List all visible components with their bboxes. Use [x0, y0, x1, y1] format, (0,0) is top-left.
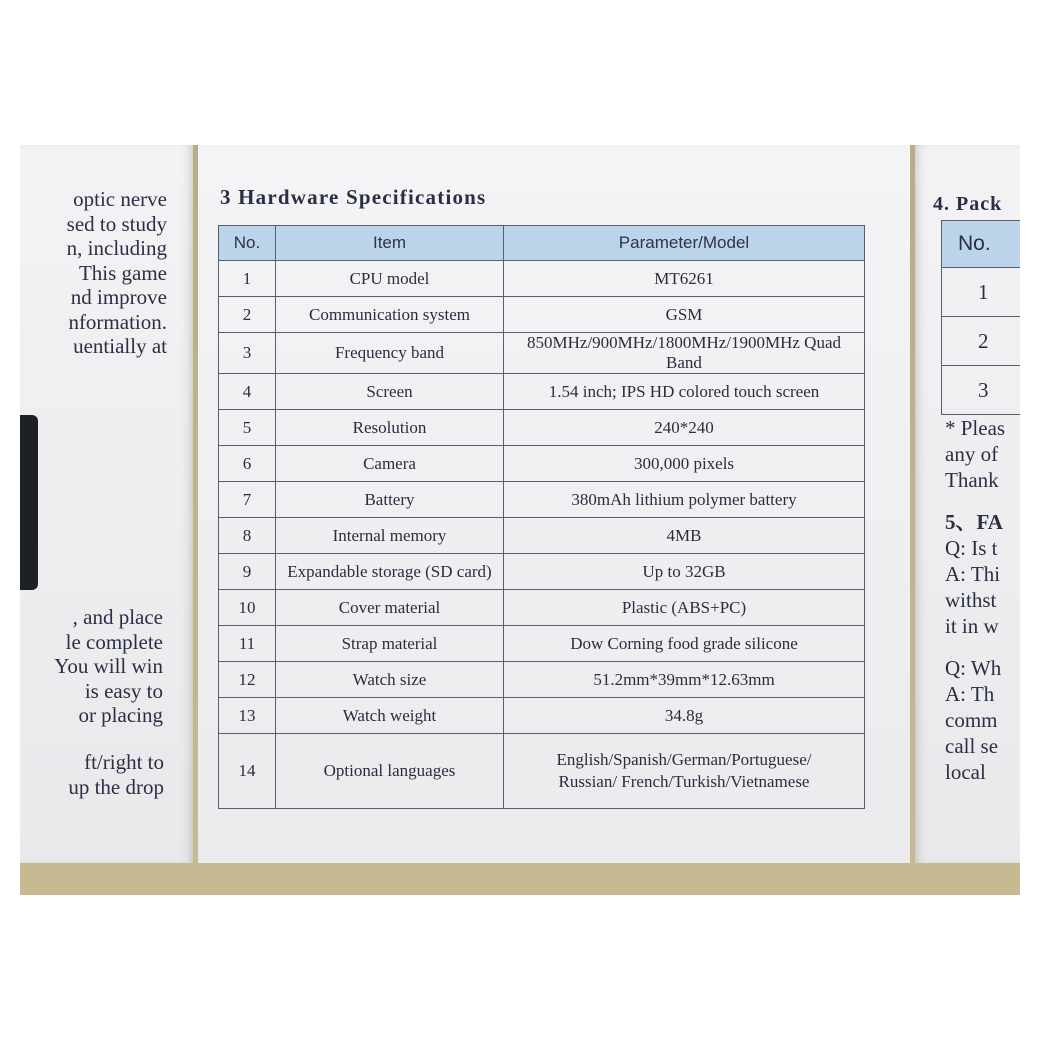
cell-item: CPU model [276, 261, 504, 297]
cell-item: Resolution [276, 410, 504, 446]
cell-item: Battery [276, 482, 504, 518]
cell-param: GSM [504, 297, 865, 333]
cell-param: 240*240 [504, 410, 865, 446]
cell-no: 3 [219, 333, 276, 374]
text-line: A: Th [945, 682, 995, 706]
device-image-edge [20, 415, 38, 590]
cell-param: Dow Corning food grade silicone [504, 626, 865, 662]
cell-param: Plastic (ABS+PC) [504, 590, 865, 626]
cell-param: 380mAh lithium polymer battery [504, 482, 865, 518]
package-row: 3 [942, 366, 1021, 415]
table-row [219, 734, 865, 809]
cell-item: Communication system [276, 297, 504, 333]
header-no: No. [219, 226, 276, 261]
table-row [219, 662, 865, 698]
text-line: Thank [945, 468, 999, 492]
text-line: le complete [65, 629, 163, 654]
text-line: up the drop [68, 775, 164, 799]
text-line: call se [945, 734, 999, 758]
param-line: English/Spanish/German/Portuguese/ [556, 750, 812, 769]
package-row: 1 [942, 268, 1021, 317]
package-row: 2 [942, 317, 1021, 366]
cell-no: 8 [219, 518, 276, 554]
cell-item: Watch weight [276, 698, 504, 734]
text-line: n, including [66, 236, 167, 260]
text-line: is easy to [84, 678, 163, 703]
cell-no: 7 [219, 482, 276, 518]
section-title: 3 Hardware Specifications [220, 185, 487, 209]
cell-item: Frequency band [276, 333, 504, 374]
param-line: Russian/ French/Turkish/Vietnamese [558, 772, 810, 791]
package-header-no: No. [942, 221, 1021, 268]
cell-no: 6 [219, 446, 276, 482]
cell-item: Screen [276, 374, 504, 410]
table-header-row [219, 226, 865, 261]
text-line: or placing [78, 703, 163, 727]
text-line: withst [945, 588, 997, 612]
text-line: any of [945, 442, 999, 466]
cell-item: Optional languages [276, 734, 504, 809]
table-row [219, 410, 865, 446]
spec-panel [198, 145, 910, 863]
cell-no: 10 [219, 590, 276, 626]
cell-no: 12 [219, 662, 276, 698]
text-line: This game [78, 260, 167, 285]
cell-param: 34.8g [504, 698, 865, 734]
text-line: * Pleas [945, 416, 1006, 440]
left-panel [20, 145, 193, 863]
table-row [219, 518, 865, 554]
package-table [941, 220, 1020, 415]
cell-no: 4 [219, 374, 276, 410]
text-line: , and place [72, 605, 163, 629]
photo-background [20, 145, 1020, 895]
left-text-bottom [68, 750, 164, 800]
table-row [219, 261, 865, 297]
cell-param: 51.2mm*39mm*12.63mm [504, 662, 865, 698]
cell-no: 14 [219, 734, 276, 809]
text-line: optic nerve [73, 187, 167, 211]
table-row [219, 554, 865, 590]
cell-no: 1 [219, 261, 276, 297]
text-line: sed to study [66, 211, 167, 236]
cell-item: Expandable storage (SD card) [276, 554, 504, 590]
text-line: uentially at [73, 334, 167, 358]
cell-item: Camera [276, 446, 504, 482]
cell-item: Watch size [276, 662, 504, 698]
left-text-top [67, 187, 167, 359]
cell-item: Internal memory [276, 518, 504, 554]
cell-param [504, 734, 865, 809]
table-row [219, 626, 865, 662]
table-row [219, 374, 865, 410]
spec-table [218, 225, 865, 809]
cell-no: 2 [219, 297, 276, 333]
cell-param: 850MHz/900MHz/1800MHz/1900MHz Quad Band [504, 333, 865, 374]
cell-param: 1.54 inch; IPS HD colored touch screen [504, 374, 865, 410]
cell-no: 13 [219, 698, 276, 734]
text-line: Q: Wh [945, 656, 1002, 680]
text-line: ft/right to [84, 750, 164, 774]
text-line: nd improve [70, 285, 167, 309]
cell-no: 5 [219, 410, 276, 446]
table-row [219, 297, 865, 333]
table-row [219, 482, 865, 518]
text-line: You will win [54, 654, 163, 678]
right-text [945, 415, 1005, 785]
text-line: comm [945, 708, 998, 732]
cell-param: 4MB [504, 518, 865, 554]
text-line: Q: Is t [945, 536, 998, 560]
table-row [219, 446, 865, 482]
table-row [219, 698, 865, 734]
text-line: A: Thi [945, 562, 1001, 586]
header-param: Parameter/Model [504, 226, 865, 261]
cell-no: 9 [219, 554, 276, 590]
text-line: nformation. [68, 309, 167, 334]
cell-item: Strap material [276, 626, 504, 662]
faq-title: 5、FA [945, 510, 1003, 534]
cell-item: Cover material [276, 590, 504, 626]
table-row [219, 333, 865, 374]
cell-no: 11 [219, 626, 276, 662]
table-row [219, 590, 865, 626]
left-text-middle [54, 605, 163, 728]
spec-table-body [219, 261, 865, 809]
cell-param: MT6261 [504, 261, 865, 297]
text-line: local [945, 760, 986, 784]
right-panel [915, 145, 1020, 863]
text-line: it in w [945, 614, 999, 638]
header-item: Item [276, 226, 504, 261]
package-title: 4. Pack [933, 193, 1003, 215]
cell-param: Up to 32GB [504, 554, 865, 590]
cell-param: 300,000 pixels [504, 446, 865, 482]
